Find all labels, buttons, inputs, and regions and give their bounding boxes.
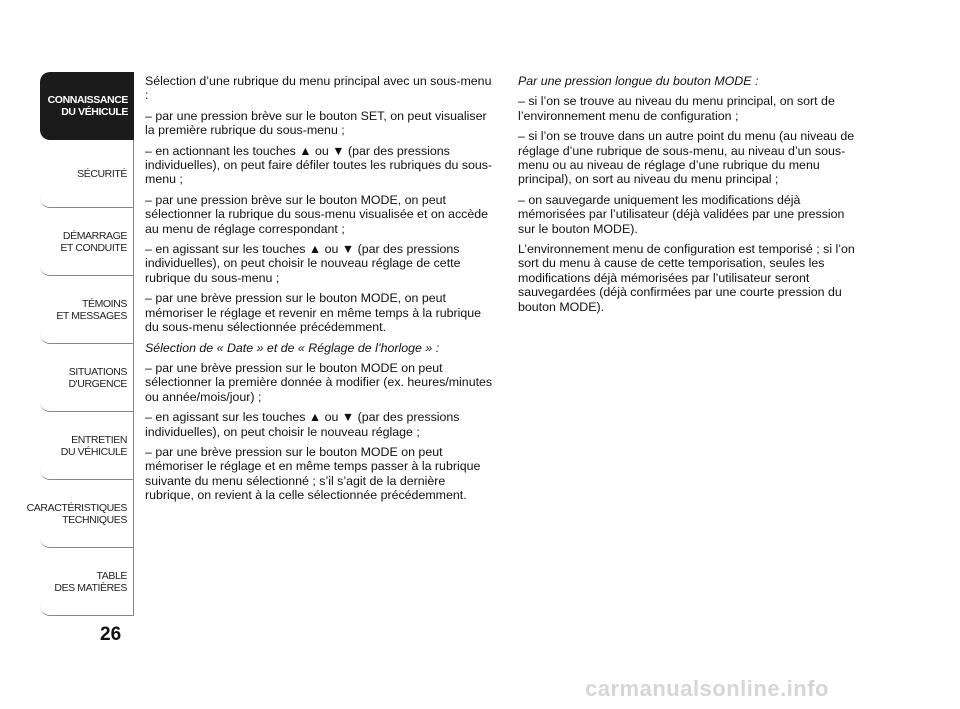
sidebar-tab-label: ET MESSAGES [56,309,127,322]
paragraph: – si l’on se trouve dans un autre point du menu (au niveau de réglage d’une rubrique de sous-menu, au niveau d’un sous-menu ou au niveau de réglage d’une rubrique du menu principal), on sort au niveau du menu principal ; [518,129,855,187]
paragraph: – par une brève pression sur le bouton MODE, on peut mémoriser le réglage et revenir en même temps à la rubrique du sous-menu sélectionnée précédemment. [145,291,482,335]
sidebar-tab-6[interactable] [26,480,134,548]
sidebar-tab-0[interactable] [40,72,134,140]
paragraph: – par une brève pression sur le bouton MODE on peut mémoriser le réglage et en même temps passer à la rubrique suivante du menu sélectionné ; s’il s’agit de la dernière rubrique, on revient à la celle sélectionnée précédemment. [145,444,481,503]
sidebar-tab-label: TABLE [96,569,127,582]
paragraph: Par une pression longue du bouton MODE : [518,74,759,88]
sidebar-tab-label: CARACTÉRISTIQUES [26,501,127,514]
sidebar-tab-label: ET CONDUITE [60,241,127,254]
sidebar-tab-7[interactable] [40,548,134,616]
sidebar-tab-label: TÉMOINS [81,297,127,310]
paragraph: – par une pression brève sur le bouton MODE, on peut sélectionner la rubrique du sous-menu visualisée et on accède au menu de réglage correspondant ; [145,192,489,236]
sidebar-tab-2[interactable] [40,208,134,276]
text-column-right [518,74,863,320]
sidebar-tab-label: SITUATIONS [68,365,127,378]
paragraph: – si l’on se trouve au niveau du menu principal, on sort de l’environnement menu de configuration ; [518,94,835,123]
sidebar-tab-label: TECHNIQUES [62,513,127,526]
sidebar-tab-1[interactable] [40,140,134,208]
sidebar-tab-label: CONNAISSANCE [47,94,128,106]
sidebar-tab-label: DES MATIÈRES [54,581,127,594]
sidebar-tab-label: DÉMARRAGE [62,229,127,242]
sidebar-tab-label: DU VÉHICULE [60,445,127,458]
sidebar-tab-4[interactable] [40,344,134,412]
text-column-left [145,74,495,509]
sidebar-tab-3[interactable] [40,276,134,344]
paragraph: – par une brève pression sur le bouton MODE on peut sélectionner la première donnée à modifier (ex. heures/minutes ou année/mois/jour) ; [145,360,493,404]
paragraph: Sélection d’une rubrique du menu principal avec un sous-menu : [145,74,492,103]
page-number: 26 [100,624,122,645]
paragraph: – en actionnant les touches ▲ ou ▼ (par des pressions individuelles), on peut faire défiler toutes les rubriques du sous-menu ; [145,143,493,187]
watermark-text: carmanualsonline.info [585,676,829,701]
paragraph: L’environnement menu de configuration est temporisé ; si l’on sort du menu à cause de cette temporisation, seules les modifications déjà mémorisées par l’utilisateur seront sauvegardées (déjà confirmées par une courte pression du bouton MODE). [518,242,855,314]
sidebar-tab-label: SÉCURITÉ [77,167,127,180]
sidebar-tab-label: ENTRETIEN [71,433,127,446]
sidebar-tab-5[interactable] [40,412,134,480]
paragraph: – par une pression brève sur le bouton SET, on peut visualiser la première rubrique du sous-menu ; [145,108,487,138]
sidebar-tab-label: D'URGENCE [68,377,127,390]
paragraph: Sélection de « Date » et de « Réglage de l’horloge » : [145,340,440,355]
paragraph: – en agissant sur les touches ▲ ou ▼ (par des pressions individuelles), on peut choisir le nouveau réglage de cette rubrique du sous-menu ; [145,242,461,285]
sidebar-tab-label: DU VÉHICULE [61,106,128,118]
paragraph: – en agissant sur les touches ▲ ou ▼ (par des pressions individuelles), on peut choisir le nouveau réglage ; [145,410,460,439]
paragraph: – on sauvegarde uniquement les modifications déjà mémorisées par l’utilisateur (déjà validées par une pression sur le bouton MODE). [518,192,845,236]
chapter-sidebar [26,72,134,616]
